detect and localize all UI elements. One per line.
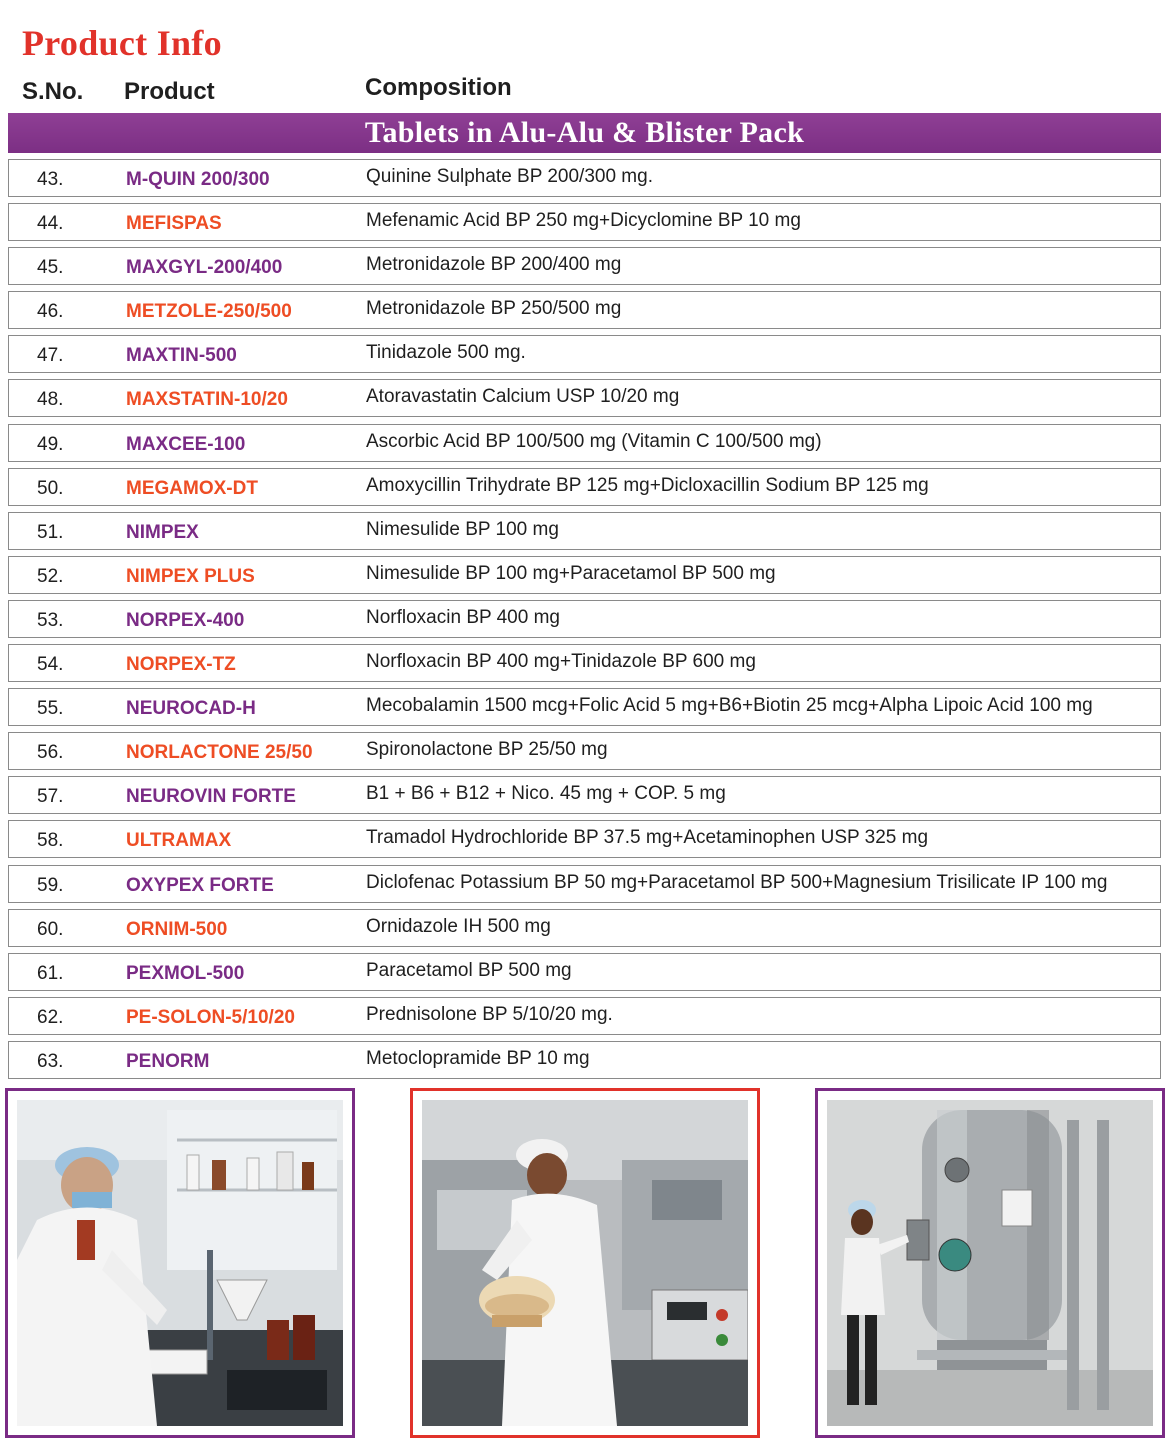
row-product: MAXSTATIN-10/20 bbox=[126, 389, 288, 411]
table-row bbox=[8, 644, 1161, 682]
row-sno: 55. bbox=[37, 698, 64, 720]
row-sno: 54. bbox=[37, 654, 64, 676]
row-composition: Metoclopramide BP 10 mg bbox=[366, 1047, 590, 1069]
table-row bbox=[8, 379, 1161, 417]
table-row bbox=[8, 909, 1161, 947]
table-row bbox=[8, 203, 1161, 241]
table-row bbox=[8, 997, 1161, 1035]
row-composition: Norfloxacin BP 400 mg bbox=[366, 606, 560, 628]
row-sno: 60. bbox=[37, 918, 64, 940]
row-sno: 58. bbox=[37, 830, 64, 852]
row-product: ULTRAMAX bbox=[126, 830, 232, 852]
row-sno: 46. bbox=[37, 301, 64, 323]
row-composition: Tramadol Hydrochloride BP 37.5 mg+Acetaminophen USP 325 mg bbox=[366, 827, 929, 849]
row-sno: 59. bbox=[37, 874, 64, 896]
row-composition: Nimesulide BP 100 mg bbox=[366, 518, 559, 540]
dryer-photo bbox=[815, 1088, 1165, 1438]
row-composition: Mefenamic Acid BP 250 mg+Dicyclomine BP 10 mg bbox=[366, 210, 801, 232]
row-product: MAXTIN-500 bbox=[126, 345, 237, 367]
row-sno: 56. bbox=[37, 742, 64, 764]
row-sno: 47. bbox=[37, 345, 64, 367]
table-row bbox=[8, 600, 1161, 638]
lab-photo bbox=[5, 1088, 355, 1438]
table-row bbox=[8, 865, 1161, 903]
row-product: MAXCEE-100 bbox=[126, 433, 246, 455]
row-composition: Tinidazole 500 mg. bbox=[366, 342, 526, 364]
row-product: M-QUIN 200/300 bbox=[126, 169, 270, 190]
section-title: Tablets in Alu-Alu & Blister Pack bbox=[364, 116, 805, 149]
table-row bbox=[8, 688, 1161, 726]
row-composition: Mecobalamin 1500 mcg+Folic Acid 5 mg+B6+Biotin 25 mcg+Alpha Lipoic Acid 100 mg bbox=[366, 695, 1093, 717]
dryer-illustration bbox=[827, 1100, 1153, 1426]
row-product: OXYPEX FORTE bbox=[126, 874, 274, 896]
row-composition: Norfloxacin BP 400 mg+Tinidazole BP 600 mg bbox=[366, 651, 756, 673]
row-composition: Ascorbic Acid BP 100/500 mg (Vitamin C 100/500 mg) bbox=[366, 430, 822, 452]
row-product: MAXGYL-200/400 bbox=[126, 257, 283, 279]
row-sno: 52. bbox=[37, 565, 64, 587]
row-product: MEGAMOX-DT bbox=[126, 477, 258, 499]
row-product: NORPEX-400 bbox=[126, 609, 245, 631]
row-product: NEUROVIN FORTE bbox=[126, 786, 296, 808]
lab-illustration bbox=[17, 1100, 343, 1426]
table-row bbox=[8, 468, 1161, 506]
table-row bbox=[8, 820, 1161, 858]
row-sno: 62. bbox=[37, 1006, 64, 1028]
packing-illustration bbox=[422, 1100, 748, 1426]
row-sno: 50. bbox=[37, 477, 64, 499]
row-composition: Metronidazole BP 250/500 mg bbox=[366, 298, 622, 320]
row-composition: Atoravastatin Calcium USP 10/20 mg bbox=[366, 386, 680, 408]
column-header-product: Product bbox=[124, 78, 215, 105]
table-row bbox=[8, 1041, 1161, 1079]
table-row bbox=[8, 732, 1161, 770]
row-composition: Nimesulide BP 100 mg+Paracetamol BP 500 mg bbox=[366, 562, 776, 584]
packing-photo bbox=[410, 1088, 760, 1438]
row-sno: 51. bbox=[37, 521, 64, 543]
row-product: NEUROCAD-H bbox=[126, 698, 256, 720]
row-composition: Metronidazole BP 200/400 mg bbox=[366, 254, 622, 276]
row-sno: 45. bbox=[37, 257, 64, 279]
row-composition: Spironolactone BP 25/50 mg bbox=[366, 739, 608, 761]
row-sno: 44. bbox=[37, 213, 64, 235]
row-product: NIMPEX bbox=[126, 521, 199, 543]
row-product: PE-SOLON-5/10/20 bbox=[126, 1006, 295, 1028]
row-product: MEFISPAS bbox=[126, 213, 222, 235]
row-product: NIMPEX PLUS bbox=[126, 565, 255, 587]
row-composition: B1 + B6 + B12 + Nico. 45 mg + COP. 5 mg bbox=[366, 783, 726, 805]
table-row bbox=[8, 335, 1161, 373]
row-sno: 63. bbox=[37, 1050, 64, 1072]
table-row bbox=[8, 424, 1161, 462]
table-row bbox=[8, 291, 1161, 329]
row-composition: Diclofenac Potassium BP 50 mg+Paracetamol BP 500+Magnesium Trisilicate IP 100 mg bbox=[366, 871, 1108, 893]
table-row bbox=[8, 776, 1161, 814]
row-product: NORPEX-TZ bbox=[126, 654, 236, 676]
product-table bbox=[8, 159, 1161, 1085]
section-banner bbox=[8, 113, 1161, 153]
row-sno: 43. bbox=[37, 169, 64, 190]
column-header-composition: Composition bbox=[365, 74, 512, 101]
table-row bbox=[8, 512, 1161, 550]
row-composition: Ornidazole IH 500 mg bbox=[366, 915, 551, 937]
row-composition: Paracetamol BP 500 mg bbox=[366, 959, 572, 981]
row-sno: 49. bbox=[37, 433, 64, 455]
row-sno: 53. bbox=[37, 609, 64, 631]
row-composition: Amoxycillin Trihydrate BP 125 mg+Dicloxacillin Sodium BP 125 mg bbox=[366, 474, 929, 496]
row-product: PEXMOL-500 bbox=[126, 962, 245, 984]
row-product: METZOLE-250/500 bbox=[126, 301, 292, 323]
row-sno: 61. bbox=[37, 962, 64, 984]
row-product: PENORM bbox=[126, 1050, 210, 1072]
row-composition: Quinine Sulphate BP 200/300 mg. bbox=[366, 166, 653, 187]
table-row bbox=[8, 159, 1161, 197]
table-row bbox=[8, 556, 1161, 594]
column-header-sno: S.No. bbox=[22, 78, 84, 105]
table-row bbox=[8, 953, 1161, 991]
table-row bbox=[8, 247, 1161, 285]
row-sno: 57. bbox=[37, 786, 64, 808]
row-product: NORLACTONE 25/50 bbox=[126, 742, 313, 764]
page-title: Product Info bbox=[22, 23, 222, 63]
row-composition: Prednisolone BP 5/10/20 mg. bbox=[366, 1003, 613, 1025]
row-sno: 48. bbox=[37, 389, 64, 411]
row-product: ORNIM-500 bbox=[126, 918, 228, 940]
